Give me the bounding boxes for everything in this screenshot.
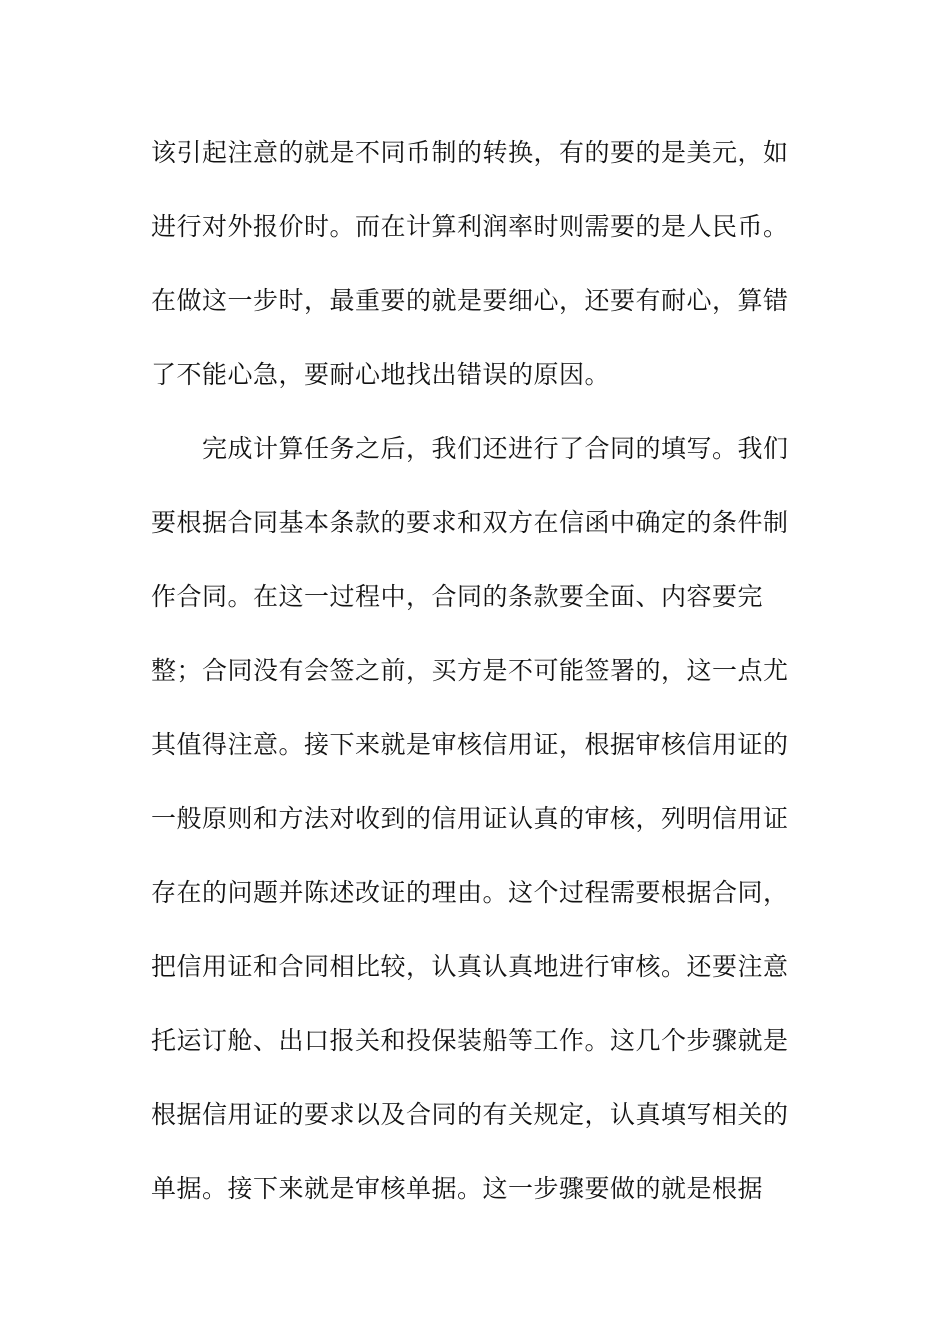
text-line: 要根据合同基本条款的要求和双方在信函中确定的条件制 <box>151 508 789 537</box>
text-line: 在做这一步时，最重要的就是要细心，还要有耐心，算错 <box>151 286 789 315</box>
text-line: 作合同。在这一过程中，合同的条款要全面、内容要完 <box>151 582 764 611</box>
text-line: 存在的问题并陈述改证的理由。这个过程需要根据合同， <box>151 878 789 907</box>
text-line: 单据。接下来就是审核单据。这一步骤要做的就是根据 <box>151 1174 764 1203</box>
text-line: 把信用证和合同相比较，认真认真地进行审核。还要注意 <box>151 952 789 981</box>
paragraph-start-line: 完成计算任务之后，我们还进行了合同的填写。我们 <box>202 434 789 463</box>
text-line: 了不能心急，要耐心地找出错误的原因。 <box>151 360 611 389</box>
text-line: 该引起注意的就是不同币制的转换，有的要的是美元，如 <box>151 138 789 167</box>
text-line: 根据信用证的要求以及合同的有关规定，认真填写相关的 <box>151 1100 789 1129</box>
text-line: 托运订舱、出口报关和投保装船等工作。这几个步骤就是 <box>151 1026 789 1055</box>
body-text <box>151 128 811 1238</box>
text-line: 其值得注意。接下来就是审核信用证，根据审核信用证的 <box>151 730 789 759</box>
text-line: 进行对外报价时。而在计算利润率时则需要的是人民币。 <box>151 212 789 241</box>
text-line: 一般原则和方法对收到的信用证认真的审核，列明信用证 <box>151 804 789 833</box>
text-line: 整；合同没有会签之前，买方是不可能签署的，这一点尤 <box>151 656 789 685</box>
